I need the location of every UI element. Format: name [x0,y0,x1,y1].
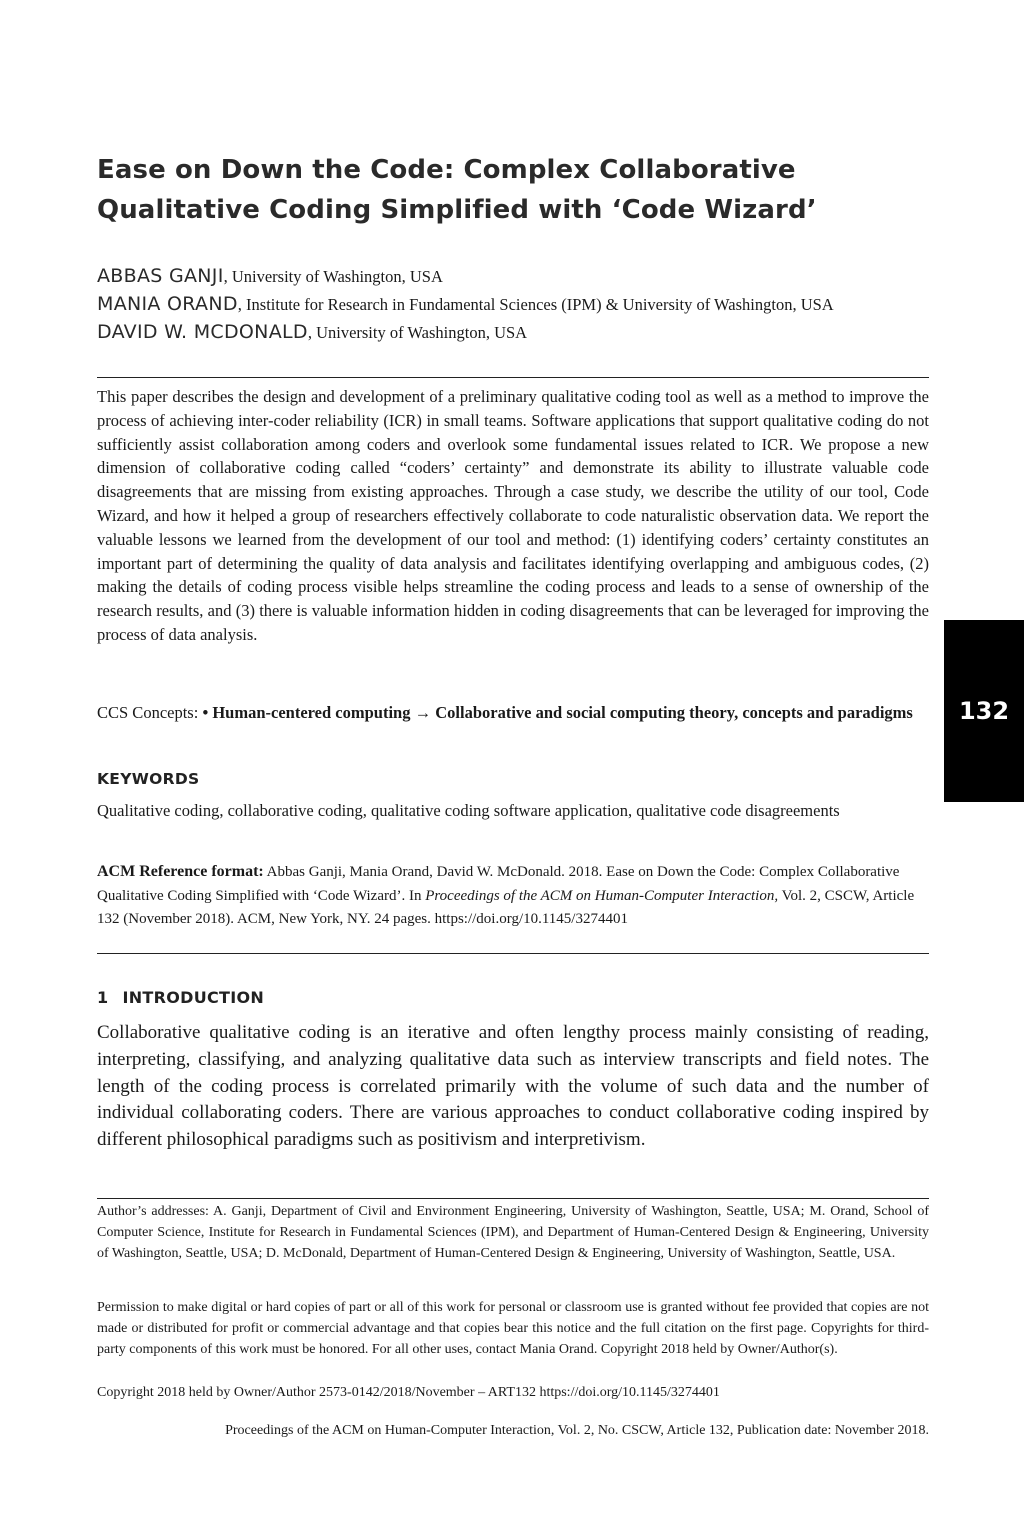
introduction-body: Collaborative qualitative coding is an iterative and often lengthy process mainly consisting of reading, interpreting, classifying, and analyzing qualitative data such as interview transcripts and field notes. The length of the coding process is correlated primarily with the volume of such data and the number of individual collaborating coders. There are various approaches to conduct collaborative coding inspired by different philosophical paradigms such as positivism and interpretivism. [97,1022,929,1151]
section-heading [97,988,264,1007]
keywords-text: Qualitative coding, collaborative coding, qualitative coding software application, qualitative code disagreements [97,801,840,820]
author-name: ABBAS GANJI [97,265,224,287]
author-entry [97,290,937,318]
section-number: 1 [97,988,109,1007]
footnote-rule [97,1198,929,1199]
author-affiliation: , University of Washington, USA [223,267,443,286]
ccs-concepts-text: • Human-centered computing → Collaborative and social computing theory, concepts and paradigms [202,703,913,722]
article-number-tab: 132 [944,620,1024,802]
ccs-concepts [97,701,929,725]
permission-notice: Permission to make digital or hard copies of part or all of this work for personal or classroom use is granted without fee provided that copies are not made or distributed for profit or commercial advantage and that copies bear this notice and the full citation on the first page. Copyrights for third-party components of this work must be honored. For all other uses, contact Mania Orand. Copyright 2018 held by Owner/Author(s). [97,1300,929,1357]
author-list [97,262,937,346]
author-entry [97,262,937,290]
running-footer: Proceedings of the ACM on Human-Computer Interaction, Vol. 2, No. CSCW, Article 132, Publication date: November 2018. [225,1423,929,1438]
abstract: This paper describes the design and development of a preliminary qualitative coding tool as well as a method to improve the process of achieving inter-coder reliability (ICR) in small teams. Software applications that support qualitative coding do not sufficiently assist collaboration among coders and overlook some fundamental issues related to ICR. We propose a new dimension of collaborative coding called “coders’ certainty” and demonstrate its ability to illustrate valuable code disagreements that are missing from existing approaches. Through a case study, we describe the utility of our tool, Code Wizard, and how it helped a group of researchers effectively collaborate to code naturalistic observation data. We report the valuable lessons we learned from the development of our tool and method: (1) identifying coders’ certainty constitutes an important part of determining the quality of data analysis and facilitates identifying overlapping and ambiguous codes, (2) making the details of coding process visible helps streamline the coding process and leads to a sense of ownership of the research results, and (3) there is valuable information hidden in coding disagreements that can be leveraged for improving the process of data analysis. [97,387,929,644]
author-affiliation: , Institute for Research in Fundamental Sciences (IPM) & University of Washington, USA [237,295,834,314]
copyright-line: Copyright 2018 held by Owner/Author 2573-0142/2018/November – ART132 https://doi.org/10.1145/3274401 [97,1385,720,1400]
reference-authors: Abbas Ganji, Mania Orand, David W. McDonald. 2018. Ease on Down the Code: Complex Collaborative Qualitative Coding Simplified with ‘Code Wizard’. In [97,864,900,904]
keywords-heading: KEYWORDS [97,770,200,788]
author-name: MANIA ORAND [97,293,238,315]
author-addresses: Author’s addresses: A. Ganji, Department of Civil and Environment Engineering, University of Washington, Seattle, USA; M. Orand, School of Computer Science, Institute for Research in Fundamental Sciences (IPM), and Department of Human-Centered Design & Engineering, University of Washington, Seattle, USA; D. McDonald, Department of Human-Centered Design & Engineering, University of Washington, Seattle, USA. [97,1204,929,1261]
author-entry [97,318,937,346]
paper-title: Ease on Down the Code: Complex Collaborative Qualitative Coding Simplified with ‘Code Wizard’ [97,155,817,225]
acm-reference [97,860,929,932]
reference-bottom-rule [97,953,929,954]
section-title: INTRODUCTION [122,988,265,1007]
ccs-label: CCS Concepts: [97,703,203,722]
abstract-top-rule [97,377,929,378]
reference-venue: Proceedings of the ACM on Human-Computer Interaction, [425,887,779,904]
author-affiliation: , University of Washington, USA [307,323,528,342]
author-name: DAVID W. MCDONALD [97,321,308,343]
reference-details: Vol. 2, CSCW, Article 132 (November 2018). ACM, New York, NY. 24 pages. https://doi.org/10.1145/3274401 [97,887,915,927]
reference-label: ACM Reference format: [97,863,264,880]
